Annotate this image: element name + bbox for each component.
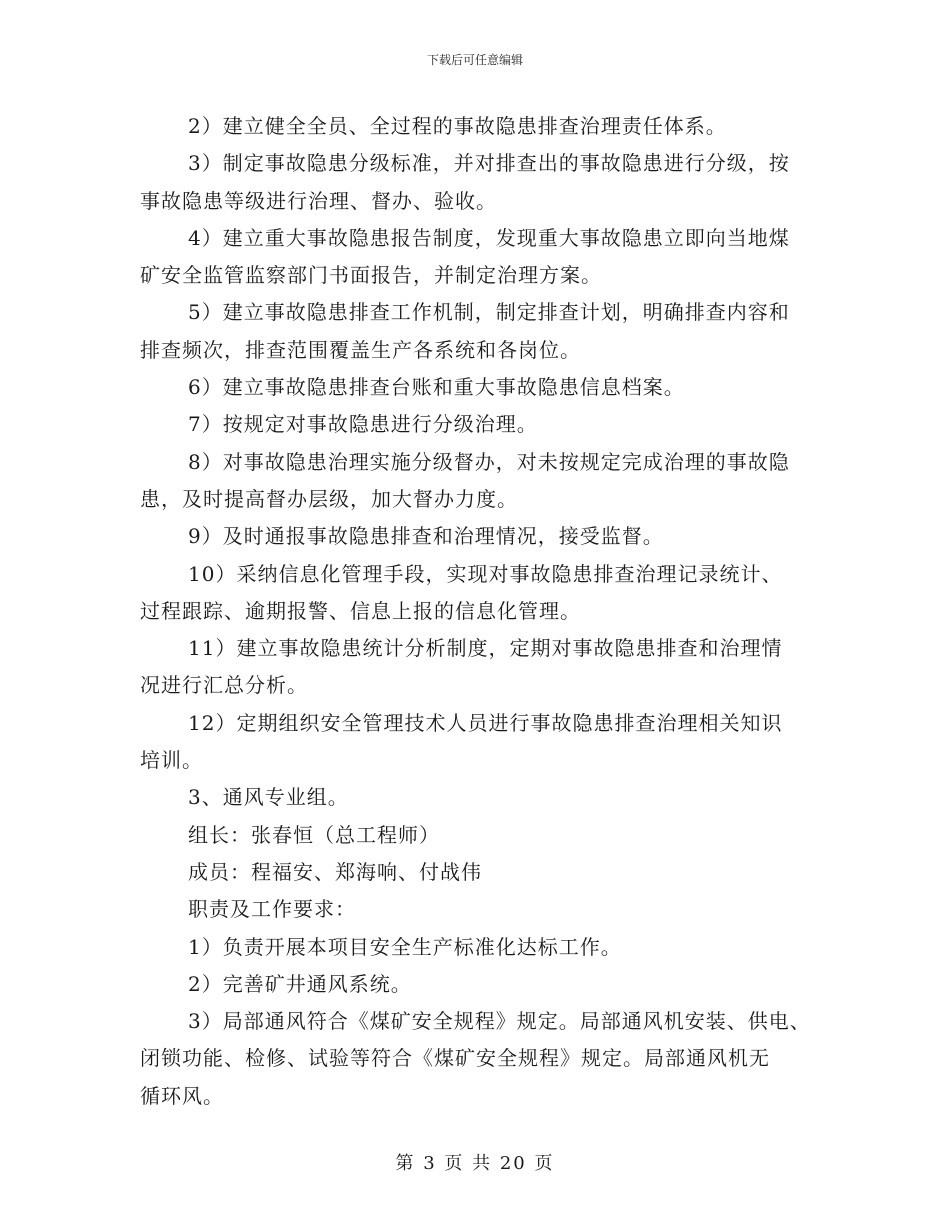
- line: 2）建立健全全员、全过程的事故隐患排查治理责任体系。: [188, 114, 727, 138]
- paragraph-2-responsibility-system: [140, 108, 820, 145]
- group-leader: [140, 817, 820, 854]
- line: 3）制定事故隐患分级标准，并对排查出的事故隐患进行分级，按: [188, 151, 790, 176]
- line: 6）建立事故隐患排查台账和重大事故隐患信息档案。: [188, 375, 685, 400]
- paragraph-8-supervision: [140, 444, 820, 519]
- document-body: [140, 108, 820, 1115]
- line: 培训。: [140, 748, 203, 773]
- paragraph-5-inspection-mechanism: [140, 294, 820, 369]
- page-header: 下载后可任意编辑: [426, 53, 523, 67]
- paragraph-4-major-hazard-report: [140, 220, 820, 295]
- duty-2-ventilation-system: [140, 966, 820, 1003]
- line: 8）对事故隐患治理实施分级督办，对未按规定完成治理的事故隐: [188, 449, 790, 474]
- line: 循环风。: [140, 1083, 224, 1108]
- line: 职责及工作要求：: [188, 897, 356, 922]
- line: 过程跟踪、逾期报警、信息上报的信息化管理。: [140, 598, 581, 623]
- line: 况进行汇总分析。: [140, 673, 308, 698]
- line: 4）建立重大事故隐患报告制度，发现重大事故隐患立即向当地煤: [188, 225, 790, 250]
- line: 3）局部通风符合《煤矿安全规程》规定。局部通风机安装、供电、: [188, 1009, 811, 1034]
- paragraph-10-informatization: [140, 556, 820, 631]
- paragraph-3-grading-standard: [140, 145, 820, 220]
- line: 10）采纳信息化管理手段，实现对事故隐患排查治理记录统计、: [188, 561, 783, 586]
- section-heading-ventilation-group: [140, 779, 820, 816]
- paragraph-12-training: [140, 705, 820, 780]
- line: 2）完善矿井通风系统。: [188, 971, 412, 996]
- line: 5）建立事故隐患排查工作机制，制定排查计划，明确排查内容和: [188, 300, 790, 325]
- line: 闭锁功能、检修、试验等符合《煤矿安全规程》规定。局部通风机无: [140, 1046, 770, 1071]
- paragraph-6-ledger: [140, 369, 820, 406]
- line: 7）按规定对事故隐患进行分级治理。: [188, 412, 538, 437]
- line: 组长：张春恒（总工程师）: [188, 822, 440, 847]
- line: 9）及时通报事故隐患排查和治理情况，接受监督。: [188, 524, 664, 549]
- paragraph-11-statistics: [140, 630, 820, 705]
- line: 排查频次，排查范围覆盖生产各系统和各岗位。: [140, 337, 581, 362]
- duty-1-standardization: [140, 929, 820, 966]
- page-number-footer: 第 3 页 共 20 页: [395, 1153, 555, 1174]
- group-members: [140, 854, 820, 891]
- line: 1）负责开展本项目安全生产标准化达标工作。: [188, 934, 622, 959]
- duty-3-local-ventilation: [140, 1003, 820, 1115]
- line: 患，及时提高督办层级，加大督办力度。: [140, 486, 518, 511]
- line: 成员：程福安、郑海响、付战伟: [188, 859, 482, 884]
- duties-heading: [140, 891, 820, 928]
- line: 12）定期组织安全管理技术人员进行事故隐患排查治理相关知识: [188, 710, 783, 735]
- paragraph-7-graded-treatment: [140, 406, 820, 443]
- paragraph-9-notification: [140, 518, 820, 555]
- line: 11）建立事故隐患统计分析制度，定期对事故隐患排查和治理情: [188, 636, 783, 661]
- line: 矿安全监管监察部门书面报告，并制定治理方案。: [140, 263, 602, 288]
- line: 3、通风专业组。: [188, 785, 349, 810]
- line: 事故隐患等级进行治理、督办、验收。: [140, 188, 497, 213]
